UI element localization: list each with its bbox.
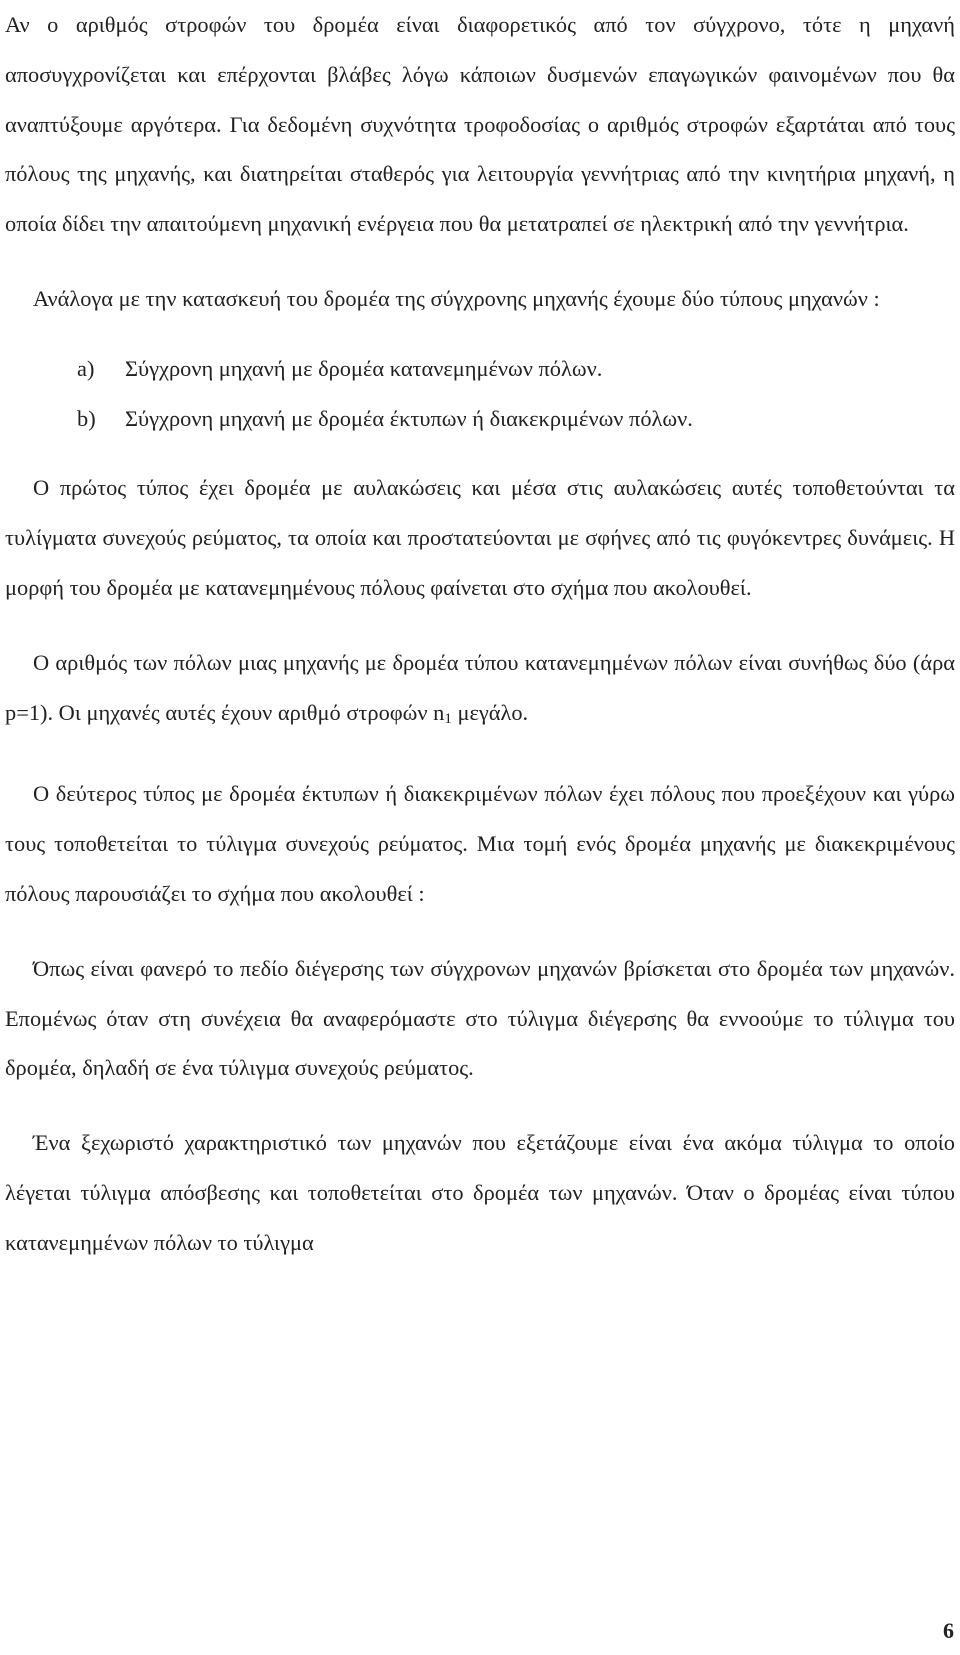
paragraph-distributed-poles: Ο πρώτος τύπος έχει δρομέα με αυλακώσεις και μέσα στις αυλακώσεις αυτές τοποθετούνται τα τυλίγματα συνεχούς ρεύματος, τα οποία και προστατεύονται με σφήνες από τις φυγόκεντρες δυνάμεις. Η μορφή του δρομέα με κατανεμημένους πόλους φαίνεται στο σχήμα που ακολουθεί. xyxy=(5,475,955,600)
list-item xyxy=(5,394,955,444)
list-item-text: Σύγχρονη μηχανή με δρομέα κατανεμημένων πόλων. xyxy=(125,355,603,381)
page-number: 6 xyxy=(943,1618,954,1643)
list-marker: a) xyxy=(77,355,95,381)
paragraph-salient-poles: Ο δεύτερος τύπος με δρομέα έκτυπων ή διακεκριμένων πόλων έχει πόλους που προεξέχουν και γύρω τους τοποθετείται το τύλιγμα συνεχούς ρεύματος. Μια τομή ενός δρομέα μηχανής με διακεκριμένους πόλους παρουσιάζει το σχήμα που ακολουθεί : xyxy=(5,781,955,906)
paragraph-pole-count-text: Ο αριθμός των πόλων μιας μηχανής με δρομέα τύπου κατανεμημένων πόλων είναι συνήθως δύο (άρα p=1). Οι μηχανές αυτές έχουν αριθμό στροφών n xyxy=(5,649,955,725)
paragraph-excitation-field: Όπως είναι φανερό το πεδίο διέγερσης των σύγχρονων μηχανών βρίσκεται στο δρομέα των μηχανών. Επομένως όταν στη συνέχεια θα αναφερόμαστε στο τύλιγμα διέγερσης θα εννοούμε το τύλιγμα του δρομέα, δηλαδή σε ένα τύλιγμα συνεχούς ρεύματος. xyxy=(5,955,955,1081)
paragraph-machine-types-intro: Ανάλογα με την κατασκευή του δρομέα της σύγχρονης μηχανής έχουμε δύο τύπους μηχανών : xyxy=(33,285,880,311)
paragraph-rotor-speed: Αν ο αριθμός στροφών του δρομέα είναι διαφορετικός από τον σύγχρονο, τότε η μηχανή αποσυγχρονίζεται και επέρχονται βλάβες λόγω κάποιων δυσμενών επαγωγικών φαινομένων που θα αναπτύξουμε αργότερα. Για δεδομένη συχνότητα τροφοδοσίας ο αριθμός στροφών εξαρτάται από τους πόλους της μηχανής, και διατηρείται σταθερός για λειτουργία γεννήτριας από την κινητήρια μηχανή, η οποία δίδει την απαιτούμενη μηχανική ενέργεια που θα μετατραπεί σε ηλεκτρική από την γεννήτρια. xyxy=(5,12,955,237)
machine-types-list xyxy=(5,344,955,444)
paragraph-pole-count-end: μεγάλο. xyxy=(451,699,529,725)
list-item xyxy=(5,344,955,394)
document-body xyxy=(5,0,955,1268)
list-marker: b) xyxy=(77,405,96,431)
paragraph-damper-winding: Ένα ξεχωριστό χαρακτηριστικό των μηχανών που εξετάζουμε είναι ένα ακόμα τύλιγμα το οποίο λέγεται τύλιγμα απόσβεσης και τοποθετείται στο δρομέα των μηχανών. Όταν ο δρομέας είναι τύπου κατανεμημένων πόλων το τύλιγμα xyxy=(5,1130,955,1255)
paragraph-pole-count xyxy=(5,638,955,745)
subscript-one: 1 xyxy=(444,710,452,727)
list-item-text: Σύγχρονη μηχανή με δρομέα έκτυπων ή διακεκριμένων πόλων. xyxy=(125,405,693,431)
